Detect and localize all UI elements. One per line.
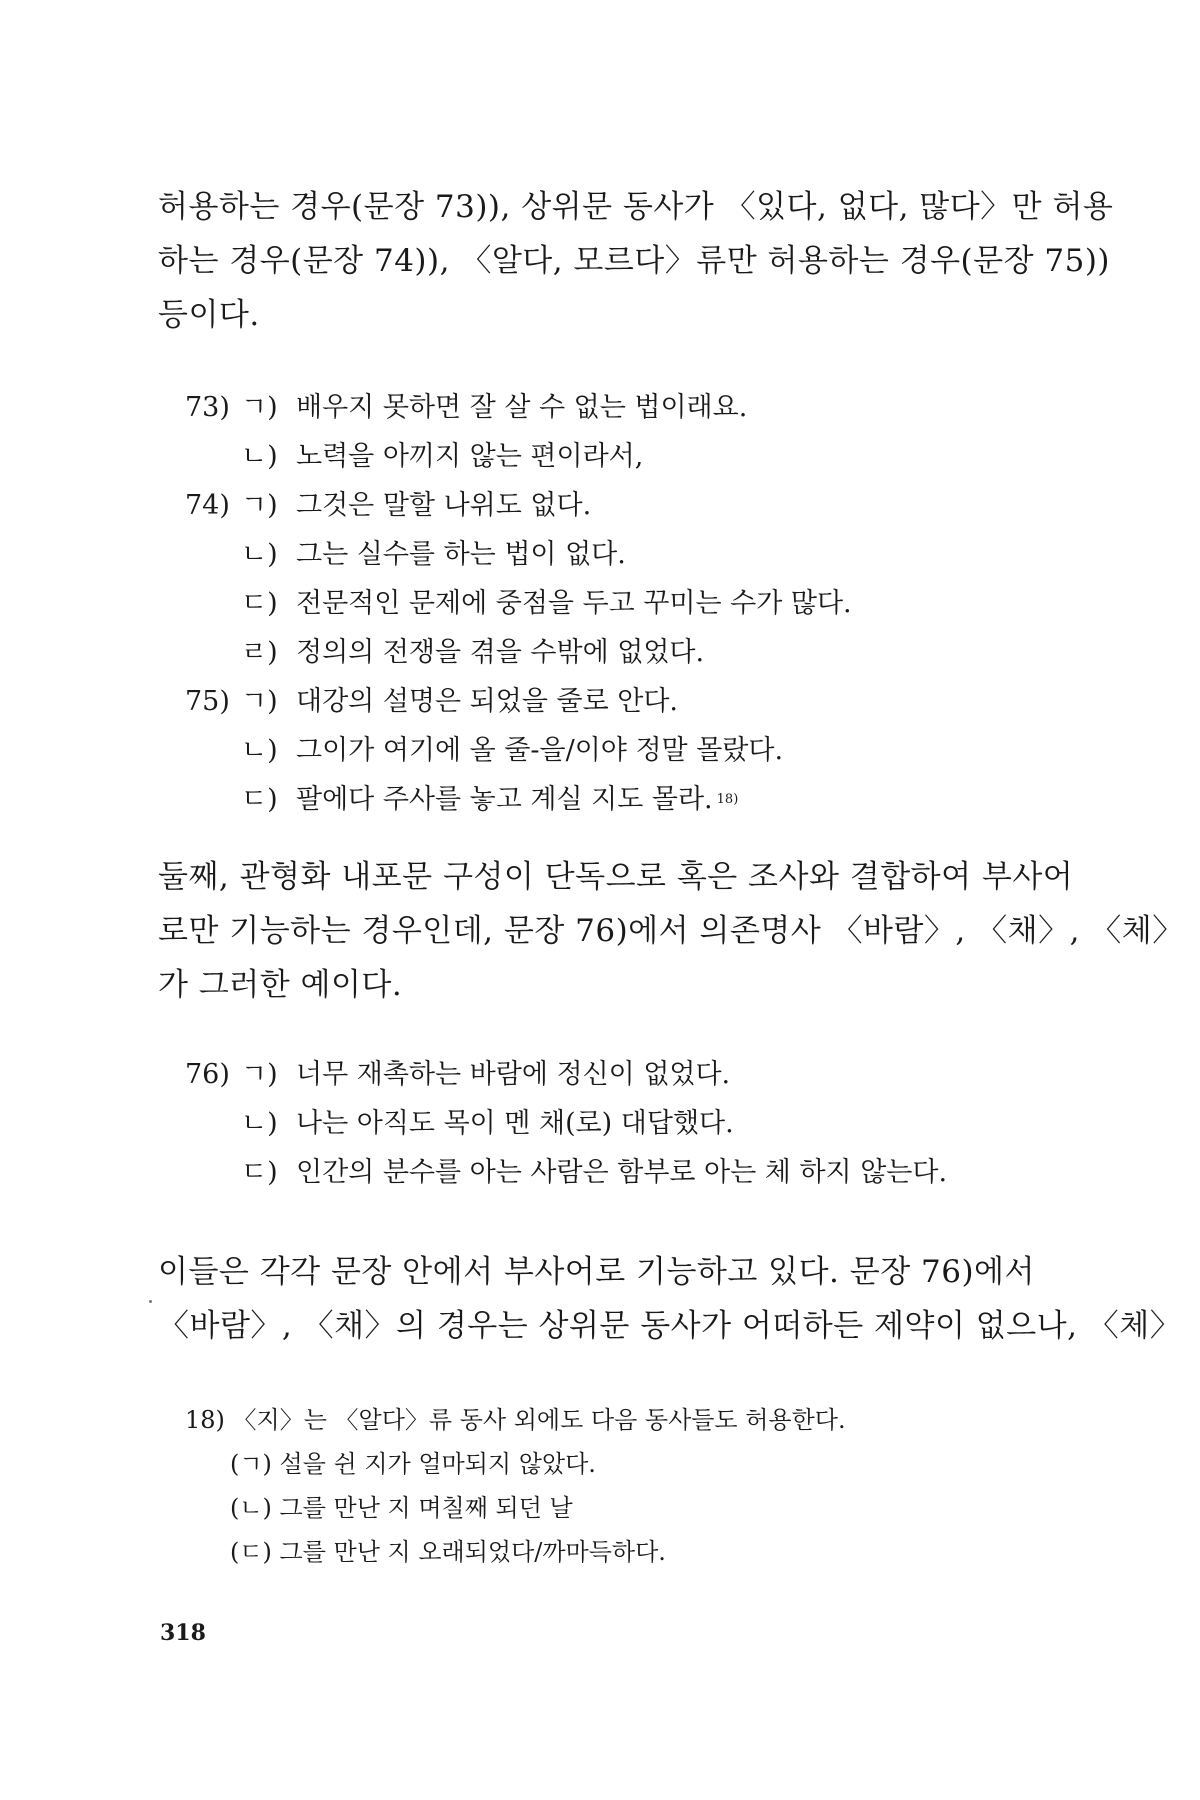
example-row	[185, 579, 1065, 628]
example-marker: ㄷ)	[241, 588, 278, 619]
example-text: 정의의 전쟁을 겪을 수밖에 없었다.	[296, 637, 705, 668]
example-marker: ㄷ)	[241, 784, 278, 815]
paragraph-line: 〈바람〉, 〈채〉의 경우는 상위문 동사가 어떠하든 제약이 없으나, 〈체〉	[158, 1308, 1182, 1344]
example-row	[185, 1148, 1065, 1197]
example-text: 노력을 아끼지 않는 편이라서,	[296, 441, 644, 472]
example-row	[185, 530, 1065, 579]
paragraph-1	[158, 180, 1114, 342]
example-row	[185, 383, 1065, 432]
footnote-18	[185, 1398, 1065, 1574]
example-number: 73)	[185, 392, 230, 423]
footnote-example: (ㄴ) 그를 만난 지 며칠째 되던 날	[230, 1494, 573, 1522]
example-row	[185, 1050, 1065, 1099]
example-row	[185, 1099, 1065, 1148]
paragraph-2	[158, 850, 1184, 1012]
example-marker: ㄴ)	[241, 735, 278, 766]
footnote-reference: 18)	[716, 792, 739, 807]
scan-speck	[149, 1300, 152, 1303]
paragraph-line: 허용하는 경우(문장 73)), 상위문 동사가 〈있다, 없다, 많다〉만 허용	[158, 189, 1114, 225]
example-number: 75)	[185, 686, 230, 717]
example-marker: ㄴ)	[241, 539, 278, 570]
footnote-example: (ㄱ) 설을 쉰 지가 얼마되지 않았다.	[230, 1450, 596, 1478]
paragraph-line: 가 그러한 예이다.	[158, 967, 403, 1003]
paragraph-3	[158, 1245, 1182, 1353]
example-marker: ㄱ)	[241, 686, 278, 717]
paragraph-line: 로만 기능하는 경우인데, 문장 76)에서 의존명사 〈바람〉, 〈채〉, 〈체〉	[158, 913, 1184, 949]
example-text: 그는 실수를 하는 법이 없다.	[296, 539, 626, 570]
example-text: 그이가 여기에 올 줄-을/이야 정말 몰랐다.	[296, 735, 784, 766]
paragraph-line: 하는 경우(문장 74)), 〈알다, 모르다〉류만 허용하는 경우(문장 75))	[158, 243, 1111, 279]
paragraph-line: 둘째, 관형화 내포문 구성이 단독으로 혹은 조사와 결합하여 부사어	[158, 859, 1074, 895]
example-text: 너무 재촉하는 바람에 정신이 없었다.	[296, 1059, 731, 1090]
example-marker: ㄱ)	[241, 1059, 278, 1090]
example-text: 인간의 분수를 아는 사람은 함부로 아는 체 하지 않는다.	[296, 1157, 948, 1188]
example-row	[185, 481, 1065, 530]
example-marker: ㄱ)	[241, 490, 278, 521]
paragraph-line: 등이다.	[158, 297, 260, 333]
example-marker: ㄱ)	[241, 392, 278, 423]
paragraph-line: 이들은 각각 문장 안에서 부사어로 기능하고 있다. 문장 76)에서	[158, 1254, 1035, 1290]
example-text: 배우지 못하면 잘 살 수 없는 법이래요.	[296, 392, 748, 423]
example-text: 그것은 말할 나위도 없다.	[296, 490, 592, 521]
example-row	[185, 628, 1065, 677]
example-marker: ㄴ)	[241, 1108, 278, 1139]
example-number: 76)	[185, 1059, 230, 1090]
example-row	[185, 677, 1065, 726]
example-number: 74)	[185, 490, 230, 521]
example-text: 대강의 설명은 되었을 줄로 안다.	[296, 686, 678, 717]
example-list-76	[185, 1050, 1065, 1197]
example-row	[185, 726, 1065, 775]
example-marker: ㄷ)	[241, 1157, 278, 1188]
example-list-73-75	[185, 383, 1065, 824]
example-text: 팔에다 주사를 놓고 계실 지도 몰라.	[296, 784, 713, 815]
example-row	[185, 775, 1065, 824]
example-text: 전문적인 문제에 중점을 두고 꾸미는 수가 많다.	[296, 588, 852, 619]
example-text: 나는 아직도 목이 멘 채(로) 대답했다.	[296, 1108, 734, 1139]
example-marker: ㄴ)	[241, 441, 278, 472]
example-marker: ㄹ)	[241, 637, 278, 668]
footnote-example: (ㄷ) 그를 만난 지 오래되었다/까마득하다.	[230, 1538, 666, 1566]
page-number: 318	[160, 1620, 206, 1646]
example-row	[185, 432, 1065, 481]
footnote-heading: 18) 〈지〉는 〈알다〉류 동사 외에도 다음 동사들도 허용한다.	[185, 1406, 846, 1434]
